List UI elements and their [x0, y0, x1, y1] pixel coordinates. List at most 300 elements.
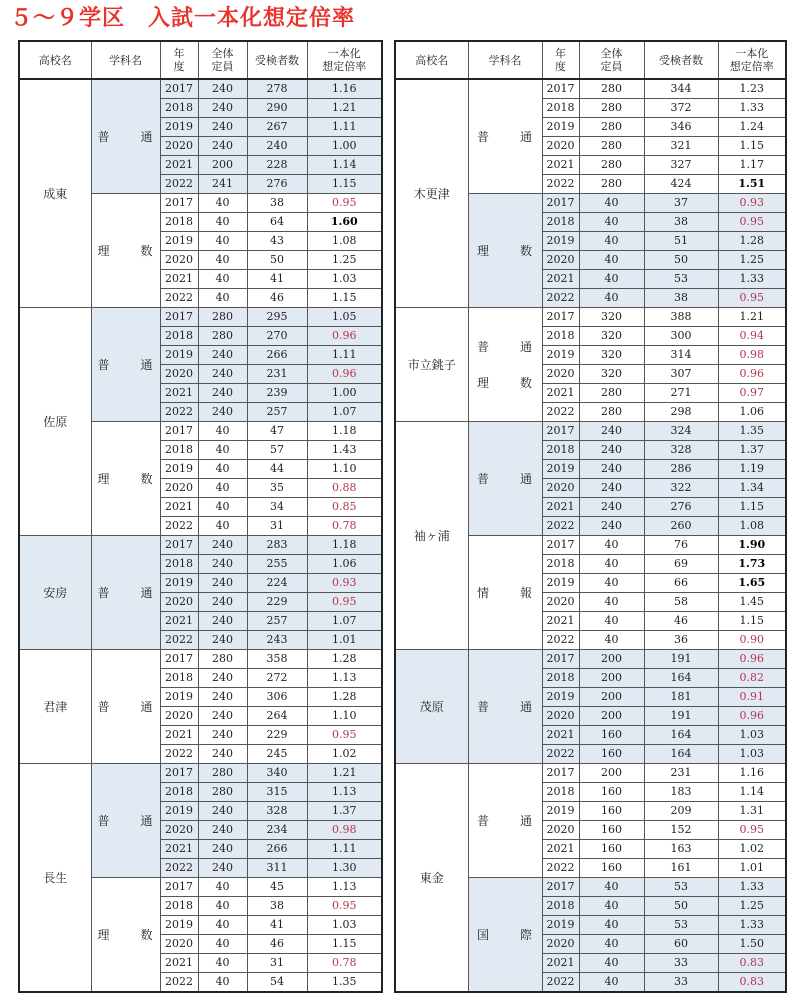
applicants-cell: 278	[247, 79, 307, 99]
applicants-cell: 44	[247, 460, 307, 479]
year-cell: 2022	[160, 745, 198, 764]
applicants-cell: 239	[247, 384, 307, 403]
applicants-cell: 164	[644, 669, 718, 688]
capacity-cell: 240	[198, 99, 247, 118]
capacity-cell: 40	[579, 935, 644, 954]
applicants-cell: 50	[247, 251, 307, 270]
capacity-cell: 240	[198, 840, 247, 859]
year-cell: 2021	[542, 954, 579, 973]
year-cell: 2020	[542, 821, 579, 840]
applicants-cell: 314	[644, 346, 718, 365]
ratio-cell: 0.93	[718, 194, 786, 213]
ratio-cell: 1.15	[718, 137, 786, 156]
applicants-cell: 66	[644, 574, 718, 593]
year-cell: 2018	[542, 213, 579, 232]
header-year: 年 度	[542, 41, 579, 79]
capacity-cell: 240	[198, 821, 247, 840]
school-name: 安房	[19, 536, 91, 650]
ratio-cell: 0.91	[718, 688, 786, 707]
capacity-cell: 280	[198, 783, 247, 802]
applicants-cell: 46	[644, 612, 718, 631]
capacity-cell: 40	[579, 555, 644, 574]
capacity-cell: 40	[579, 213, 644, 232]
capacity-cell: 240	[198, 365, 247, 384]
header-applicants: 受検者数	[247, 41, 307, 79]
capacity-cell: 240	[198, 79, 247, 99]
ratio-cell: 1.08	[718, 517, 786, 536]
applicants-cell: 50	[644, 251, 718, 270]
applicants-cell: 31	[247, 954, 307, 973]
capacity-cell: 240	[198, 612, 247, 631]
year-cell: 2022	[160, 973, 198, 993]
year-cell: 2018	[160, 783, 198, 802]
applicants-cell: 266	[247, 840, 307, 859]
ratio-cell: 0.88	[307, 479, 382, 498]
year-cell: 2017	[542, 650, 579, 669]
capacity-cell: 200	[198, 156, 247, 175]
dept-name: 理 数	[91, 194, 160, 308]
capacity-cell: 200	[579, 688, 644, 707]
year-cell: 2021	[542, 726, 579, 745]
header-dept: 学科名	[468, 41, 542, 79]
dept-name: 国 際	[468, 878, 542, 993]
capacity-cell: 240	[198, 726, 247, 745]
school-name: 君津	[19, 650, 91, 764]
header-ratio: 一本化 想定倍率	[718, 41, 786, 79]
capacity-cell: 40	[198, 232, 247, 251]
page-title: ５～９学区 入試一本化想定倍率	[10, 6, 356, 31]
table-row	[395, 650, 786, 669]
ratio-cell: 1.15	[307, 289, 382, 308]
applicants-cell: 53	[644, 270, 718, 289]
ratio-cell: 0.95	[718, 213, 786, 232]
table-row	[19, 536, 382, 555]
ratio-cell: 1.08	[307, 232, 382, 251]
applicants-cell: 191	[644, 707, 718, 726]
capacity-cell: 280	[579, 79, 644, 99]
ratio-cell: 0.95	[307, 726, 382, 745]
year-cell: 2017	[160, 194, 198, 213]
applicants-cell: 37	[644, 194, 718, 213]
year-cell: 2019	[160, 916, 198, 935]
ratio-cell: 1.37	[718, 441, 786, 460]
applicants-cell: 276	[247, 175, 307, 194]
ratio-cell: 1.19	[718, 460, 786, 479]
ratio-cell: 1.90	[718, 536, 786, 555]
applicants-cell: 47	[247, 422, 307, 441]
year-cell: 2018	[542, 783, 579, 802]
ratio-cell: 1.14	[718, 783, 786, 802]
ratio-cell: 0.82	[718, 669, 786, 688]
header-school: 高校名	[395, 41, 468, 79]
year-cell: 2017	[160, 308, 198, 327]
applicants-cell: 69	[644, 555, 718, 574]
year-cell: 2022	[542, 973, 579, 993]
applicants-cell: 33	[644, 973, 718, 993]
applicants-cell: 272	[247, 669, 307, 688]
ratio-cell: 1.50	[718, 935, 786, 954]
year-cell: 2018	[542, 99, 579, 118]
year-cell: 2022	[542, 403, 579, 422]
year-cell: 2020	[542, 365, 579, 384]
year-cell: 2021	[160, 726, 198, 745]
year-cell: 2021	[542, 384, 579, 403]
applicants-cell: 344	[644, 79, 718, 99]
ratio-cell: 0.95	[718, 821, 786, 840]
ratio-cell: 0.97	[718, 384, 786, 403]
ratio-cell: 0.83	[718, 973, 786, 993]
ratio-cell: 1.24	[718, 118, 786, 137]
applicants-cell: 60	[644, 935, 718, 954]
year-cell: 2018	[160, 327, 198, 346]
applicants-cell: 53	[644, 878, 718, 897]
ratio-cell: 1.15	[307, 935, 382, 954]
applicants-cell: 327	[644, 156, 718, 175]
ratio-cell: 1.25	[718, 251, 786, 270]
year-cell: 2022	[542, 631, 579, 650]
applicants-cell: 340	[247, 764, 307, 783]
year-cell: 2021	[542, 840, 579, 859]
ratio-cell: 0.95	[718, 289, 786, 308]
applicants-cell: 34	[247, 498, 307, 517]
capacity-cell: 240	[198, 669, 247, 688]
year-cell: 2020	[542, 479, 579, 498]
dept-name: 普 通	[468, 79, 542, 194]
ratio-cell: 1.10	[307, 707, 382, 726]
year-cell: 2018	[160, 555, 198, 574]
year-cell: 2020	[542, 137, 579, 156]
applicants-cell: 315	[247, 783, 307, 802]
capacity-cell: 40	[579, 973, 644, 993]
applicants-cell: 228	[247, 156, 307, 175]
dept-name: 理 数	[91, 422, 160, 536]
header-school: 高校名	[19, 41, 91, 79]
capacity-cell: 40	[579, 251, 644, 270]
dept-name: 普 通 理 数	[468, 308, 542, 422]
ratio-cell: 1.02	[307, 745, 382, 764]
applicants-cell: 50	[644, 897, 718, 916]
capacity-cell: 200	[579, 669, 644, 688]
capacity-cell: 40	[579, 593, 644, 612]
applicants-cell: 358	[247, 650, 307, 669]
applicants-cell: 46	[247, 289, 307, 308]
ratio-cell: 0.96	[307, 365, 382, 384]
year-cell: 2017	[160, 650, 198, 669]
ratio-cell: 1.33	[718, 99, 786, 118]
applicants-cell: 266	[247, 346, 307, 365]
applicants-cell: 229	[247, 726, 307, 745]
dept-name: 普 通	[91, 764, 160, 878]
ratio-cell: 1.15	[307, 175, 382, 194]
school-name: 木更津	[395, 79, 468, 308]
applicants-cell: 229	[247, 593, 307, 612]
ratio-cell: 1.73	[718, 555, 786, 574]
dept-name: 普 通	[468, 650, 542, 764]
year-cell: 2018	[542, 327, 579, 346]
capacity-cell: 280	[579, 118, 644, 137]
table-header-row	[19, 41, 382, 79]
year-cell: 2017	[542, 194, 579, 213]
applicants-cell: 33	[644, 954, 718, 973]
capacity-cell: 40	[198, 517, 247, 536]
capacity-cell: 240	[198, 745, 247, 764]
applicants-cell: 58	[644, 593, 718, 612]
year-cell: 2022	[542, 859, 579, 878]
capacity-cell: 40	[198, 935, 247, 954]
ratio-cell: 0.78	[307, 517, 382, 536]
ratio-cell: 1.33	[718, 878, 786, 897]
capacity-cell: 240	[198, 859, 247, 878]
year-cell: 2018	[542, 441, 579, 460]
table-row	[19, 764, 382, 783]
applicants-cell: 234	[247, 821, 307, 840]
ratio-cell: 1.65	[718, 574, 786, 593]
capacity-cell: 40	[198, 441, 247, 460]
applicants-cell: 164	[644, 726, 718, 745]
year-cell: 2021	[160, 384, 198, 403]
ratio-cell: 1.07	[307, 403, 382, 422]
capacity-cell: 280	[579, 156, 644, 175]
capacity-cell: 240	[579, 479, 644, 498]
ratio-cell: 1.06	[307, 555, 382, 574]
year-cell: 2017	[160, 422, 198, 441]
applicants-cell: 307	[644, 365, 718, 384]
year-cell: 2018	[160, 669, 198, 688]
applicants-cell: 260	[644, 517, 718, 536]
year-cell: 2018	[542, 897, 579, 916]
applicants-cell: 224	[247, 574, 307, 593]
applicants-cell: 53	[644, 916, 718, 935]
ratio-cell: 1.37	[307, 802, 382, 821]
year-cell: 2019	[160, 802, 198, 821]
applicants-cell: 31	[247, 517, 307, 536]
dept-name: 普 通	[468, 764, 542, 878]
ratio-cell: 0.95	[307, 897, 382, 916]
applicants-cell: 295	[247, 308, 307, 327]
header-capacity: 全体 定員	[579, 41, 644, 79]
applicants-cell: 43	[247, 232, 307, 251]
ratio-cell: 1.35	[718, 422, 786, 441]
capacity-cell: 160	[579, 802, 644, 821]
year-cell: 2019	[160, 688, 198, 707]
applicants-cell: 163	[644, 840, 718, 859]
ratio-cell: 1.13	[307, 878, 382, 897]
year-cell: 2017	[160, 536, 198, 555]
table-row	[395, 308, 786, 327]
ratio-cell: 0.90	[718, 631, 786, 650]
ratio-cell: 1.03	[718, 726, 786, 745]
applicants-cell: 38	[644, 289, 718, 308]
year-cell: 2019	[542, 688, 579, 707]
applicants-cell: 41	[247, 270, 307, 289]
ratio-cell: 1.28	[718, 232, 786, 251]
school-name: 市立銚子	[395, 308, 468, 422]
applicants-cell: 57	[247, 441, 307, 460]
applicants-cell: 240	[247, 137, 307, 156]
capacity-cell: 40	[198, 973, 247, 993]
year-cell: 2017	[542, 764, 579, 783]
applicants-cell: 306	[247, 688, 307, 707]
year-cell: 2022	[542, 517, 579, 536]
applicants-cell: 54	[247, 973, 307, 993]
capacity-cell: 40	[579, 878, 644, 897]
year-cell: 2022	[160, 517, 198, 536]
year-cell: 2022	[542, 745, 579, 764]
capacity-cell: 240	[579, 517, 644, 536]
year-cell: 2020	[160, 707, 198, 726]
applicants-cell: 181	[644, 688, 718, 707]
year-cell: 2022	[160, 175, 198, 194]
applicants-cell: 270	[247, 327, 307, 346]
ratio-cell: 0.93	[307, 574, 382, 593]
ratio-cell: 0.96	[718, 365, 786, 384]
applicants-cell: 191	[644, 650, 718, 669]
ratio-cell: 0.83	[718, 954, 786, 973]
applicants-cell: 245	[247, 745, 307, 764]
table-row	[395, 79, 786, 99]
year-cell: 2019	[160, 460, 198, 479]
year-cell: 2017	[542, 878, 579, 897]
dept-name: 理 数	[468, 194, 542, 308]
ratio-cell: 1.28	[307, 650, 382, 669]
ratio-cell: 1.11	[307, 118, 382, 137]
capacity-cell: 40	[579, 916, 644, 935]
school-name: 東金	[395, 764, 468, 993]
capacity-cell: 200	[579, 764, 644, 783]
ratio-cell: 0.95	[307, 194, 382, 213]
ratio-cell: 1.02	[718, 840, 786, 859]
applicants-cell: 231	[247, 365, 307, 384]
ratio-cell: 1.01	[307, 631, 382, 650]
year-cell: 2022	[160, 631, 198, 650]
header-dept: 学科名	[91, 41, 160, 79]
capacity-cell: 160	[579, 859, 644, 878]
ratio-cell: 1.03	[718, 745, 786, 764]
applicants-cell: 257	[247, 403, 307, 422]
capacity-cell: 280	[579, 99, 644, 118]
capacity-cell: 40	[198, 289, 247, 308]
dept-name: 情 報	[468, 536, 542, 650]
capacity-cell: 40	[579, 194, 644, 213]
capacity-cell: 320	[579, 365, 644, 384]
year-cell: 2019	[542, 460, 579, 479]
applicants-cell: 264	[247, 707, 307, 726]
capacity-cell: 241	[198, 175, 247, 194]
year-cell: 2017	[160, 79, 198, 99]
capacity-cell: 240	[198, 631, 247, 650]
applicants-cell: 41	[247, 916, 307, 935]
capacity-cell: 280	[198, 650, 247, 669]
table-row	[395, 764, 786, 783]
capacity-cell: 160	[579, 821, 644, 840]
year-cell: 2020	[160, 479, 198, 498]
capacity-cell: 240	[198, 536, 247, 555]
capacity-cell: 160	[579, 783, 644, 802]
year-cell: 2020	[160, 365, 198, 384]
school-name: 佐原	[19, 308, 91, 536]
capacity-cell: 40	[579, 536, 644, 555]
year-cell: 2017	[160, 878, 198, 897]
year-cell: 2021	[160, 498, 198, 517]
capacity-cell: 280	[579, 384, 644, 403]
capacity-cell: 240	[198, 137, 247, 156]
year-cell: 2021	[542, 156, 579, 175]
ratio-cell: 1.03	[307, 270, 382, 289]
year-cell: 2017	[160, 764, 198, 783]
capacity-cell: 40	[198, 916, 247, 935]
year-cell: 2019	[160, 346, 198, 365]
capacity-cell: 320	[579, 327, 644, 346]
capacity-cell: 160	[579, 745, 644, 764]
year-cell: 2020	[542, 593, 579, 612]
year-cell: 2021	[160, 612, 198, 631]
capacity-cell: 240	[198, 403, 247, 422]
school-name: 成東	[19, 79, 91, 308]
ratio-cell: 1.15	[718, 498, 786, 517]
capacity-cell: 40	[198, 251, 247, 270]
applicants-cell: 38	[644, 213, 718, 232]
year-cell: 2019	[160, 118, 198, 137]
ratio-cell: 1.00	[307, 384, 382, 403]
capacity-cell: 160	[579, 840, 644, 859]
header-capacity: 全体 定員	[198, 41, 247, 79]
ratio-cell: 0.78	[307, 954, 382, 973]
ratio-cell: 1.45	[718, 593, 786, 612]
applicants-cell: 161	[644, 859, 718, 878]
year-cell: 2020	[160, 137, 198, 156]
year-cell: 2018	[542, 555, 579, 574]
ratio-cell: 1.01	[718, 859, 786, 878]
dept-name: 普 通	[468, 422, 542, 536]
capacity-cell: 320	[579, 346, 644, 365]
dept-name: 普 通	[91, 650, 160, 764]
table-header-row	[395, 41, 786, 79]
ratio-cell: 1.25	[307, 251, 382, 270]
capacity-cell: 40	[198, 422, 247, 441]
capacity-cell: 40	[198, 270, 247, 289]
applicants-cell: 328	[247, 802, 307, 821]
year-cell: 2018	[160, 99, 198, 118]
capacity-cell: 320	[579, 308, 644, 327]
applicants-cell: 276	[644, 498, 718, 517]
applicants-cell: 346	[644, 118, 718, 137]
year-cell: 2018	[160, 441, 198, 460]
ratio-cell: 1.11	[307, 346, 382, 365]
year-cell: 2022	[160, 403, 198, 422]
ratio-cell: 1.35	[307, 973, 382, 993]
capacity-cell: 280	[579, 137, 644, 156]
ratio-cell: 1.06	[718, 403, 786, 422]
year-cell: 2021	[160, 840, 198, 859]
applicants-cell: 64	[247, 213, 307, 232]
ratio-cell: 1.33	[718, 916, 786, 935]
header-applicants: 受検者数	[644, 41, 718, 79]
applicants-cell: 183	[644, 783, 718, 802]
capacity-cell: 40	[579, 897, 644, 916]
year-cell: 2021	[160, 270, 198, 289]
capacity-cell: 40	[198, 479, 247, 498]
capacity-cell: 240	[198, 593, 247, 612]
capacity-cell: 40	[579, 954, 644, 973]
ratio-cell: 1.10	[307, 460, 382, 479]
year-cell: 2018	[160, 897, 198, 916]
year-cell: 2022	[542, 175, 579, 194]
applicants-cell: 243	[247, 631, 307, 650]
applicants-cell: 322	[644, 479, 718, 498]
ratio-cell: 0.96	[718, 707, 786, 726]
capacity-cell: 200	[579, 650, 644, 669]
capacity-cell: 40	[579, 232, 644, 251]
